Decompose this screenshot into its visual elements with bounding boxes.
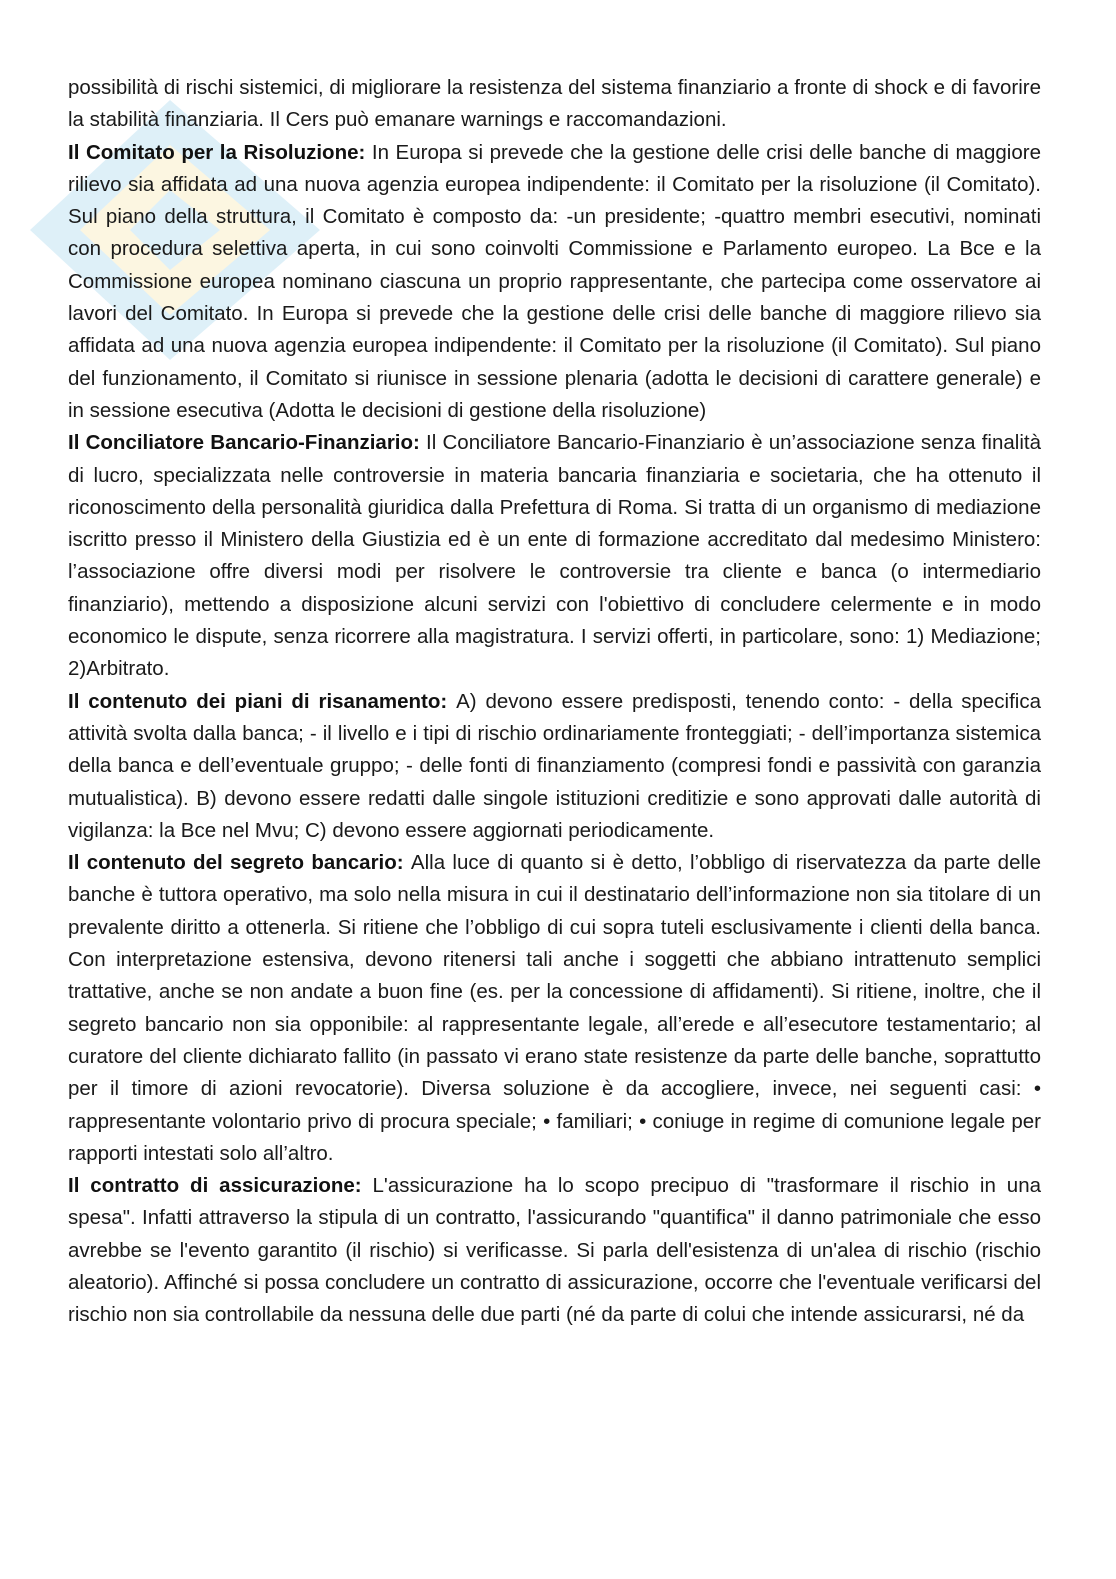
paragraph-heading: Il contratto di assicurazione: [68,1174,373,1198]
paragraph-comitato-risoluzione [68,137,1041,428]
paragraph-contratto-assicurazione [68,1170,1041,1331]
paragraph-heading: Il contenuto dei piani di risanamento: [68,689,457,713]
paragraph-heading: Il contenuto del segreto bancario: [68,851,411,875]
paragraph-heading: Il Conciliatore Bancario-Finanziario: [68,431,427,455]
paragraph-cers-intro [68,72,1041,137]
paragraph-text: Alla luce di quanto si è detto, l’obbligo di riservatezza da parte delle banche è tuttora operativo, ma solo nella misura in cui il destinatario dell’informazione non sia titolare di un prevalente diritto a ottenerla. Si ritiene che l’obbligo di cui sopra tuteli esclusivamente i clienti della banca. Con interpretazione estensiva, devono ritenersi tali anche i soggetti che abbiano intrattenuto semplici trattative, anche se non andate a buon fine (es. per la concessione di affidamenti). Si ritiene, inoltre, che il segreto bancario non sia opponibile: al rappresentante legale, all’erede e all’esecutore testamentario; al curatore del cliente dichiarato fallito (in passato vi erano state resistenze da parte delle banche, soprattutto per il timore di azioni revocatorie). Diversa soluzione è da accogliere, invece, nei seguenti casi: • rappresentante volontario privo di procura speciale; • familiari; • coniuge in regime di comunione legale per rapporti intestati solo all’altro. [68,851,1041,1165]
paragraph-heading: Il Comitato per la Risoluzione: [68,140,372,164]
paragraph-text: A) devono essere predisposti, tenendo conto: - della specifica attività svolta dalla banca; - il livello e i tipi di rischio ordinariamente fronteggiati; - dell’importanza sistemica della banca e dell’eventuale gruppo; - delle fonti di finanziamento (compresi fondi e passività con garanzia mutualistica). B) devono essere redatti dalle singole istituzioni creditizie e sono approvati dalle autorità di vigilanza: la Bce nel Mvu; C) devono essere aggiornati periodicamente. [68,689,1041,842]
paragraph-segreto-bancario [68,847,1041,1170]
paragraph-text: L'assicurazione ha lo scopo precipuo di "trasformare il rischio in una spesa". Infatti attraverso la stipula di un contratto, l'assicurando "quantifica" il danno patrimoniale che esso avrebbe se l'evento garantito (il rischio) si verificasse. Si parla dell'esistenza di un'alea di rischio (rischio aleatorio). Affinché si possa concludere un contratto di assicurazione, occorre che l'eventuale verificarsi del rischio non sia controllabile da nessuna delle due parti (né da parte di colui che intende assicurarsi, né da [68,1174,1041,1327]
paragraph-piani-risanamento [68,686,1041,847]
document-body [68,72,1041,1332]
paragraph-text: possibilità di rischi sistemici, di migliorare la resistenza del sistema finanziario a fronte di shock e di favorire la stabilità finanziaria. Il Cers può emanare warnings e raccomandazioni. [68,76,1041,132]
paragraph-text: In Europa si prevede che la gestione delle crisi delle banche di maggiore rilievo sia affidata ad una nuova agenzia europea indipendente: il Comitato per la risoluzione (il Comitato). Sul piano della struttura, il Comitato è composto da: -un presidente; -quattro membri esecutivi, nominati con procedura selettiva aperta, in cui sono coinvolti Commissione e Parlamento europeo. La Bce e la Commissione europea nominano ciascuna un proprio rappresentante, che partecipa come osservatore ai lavori del Comitato. In Europa si prevede che la gestione delle crisi delle banche di maggiore rilievo sia affidata ad una nuova agenzia europea indipendente: il Comitato per la risoluzione (il Comitato). Sul piano del funzionamento, il Comitato si riunisce in sessione plenaria (adotta le decisioni di carattere generale) e in sessione esecutiva (Adotta le decisioni di gestione della risoluzione) [68,140,1041,422]
paragraph-text: Il Conciliatore Bancario-Finanziario è un’associazione senza finalità di lucro, specializzata nelle controversie in materia bancaria finanziaria e societaria, che ha ottenuto il riconoscimento della personalità giuridica dalla Prefettura di Roma. Si tratta di un organismo di mediazione iscritto presso il Ministero della Giustizia ed è un ente di formazione accreditato dal medesimo Ministero: l’associazione offre diversi modi per risolvere le controversie tra cliente e banca (o intermediario finanziario), mettendo a disposizione alcuni servizi con l'obiettivo di concludere celermente e in modo economico le dispute, senza ricorrere alla magistratura. I servizi offerti, in particolare, sono: 1) Mediazione; 2)Arbitrato. [68,431,1041,681]
paragraph-conciliatore [68,427,1041,685]
